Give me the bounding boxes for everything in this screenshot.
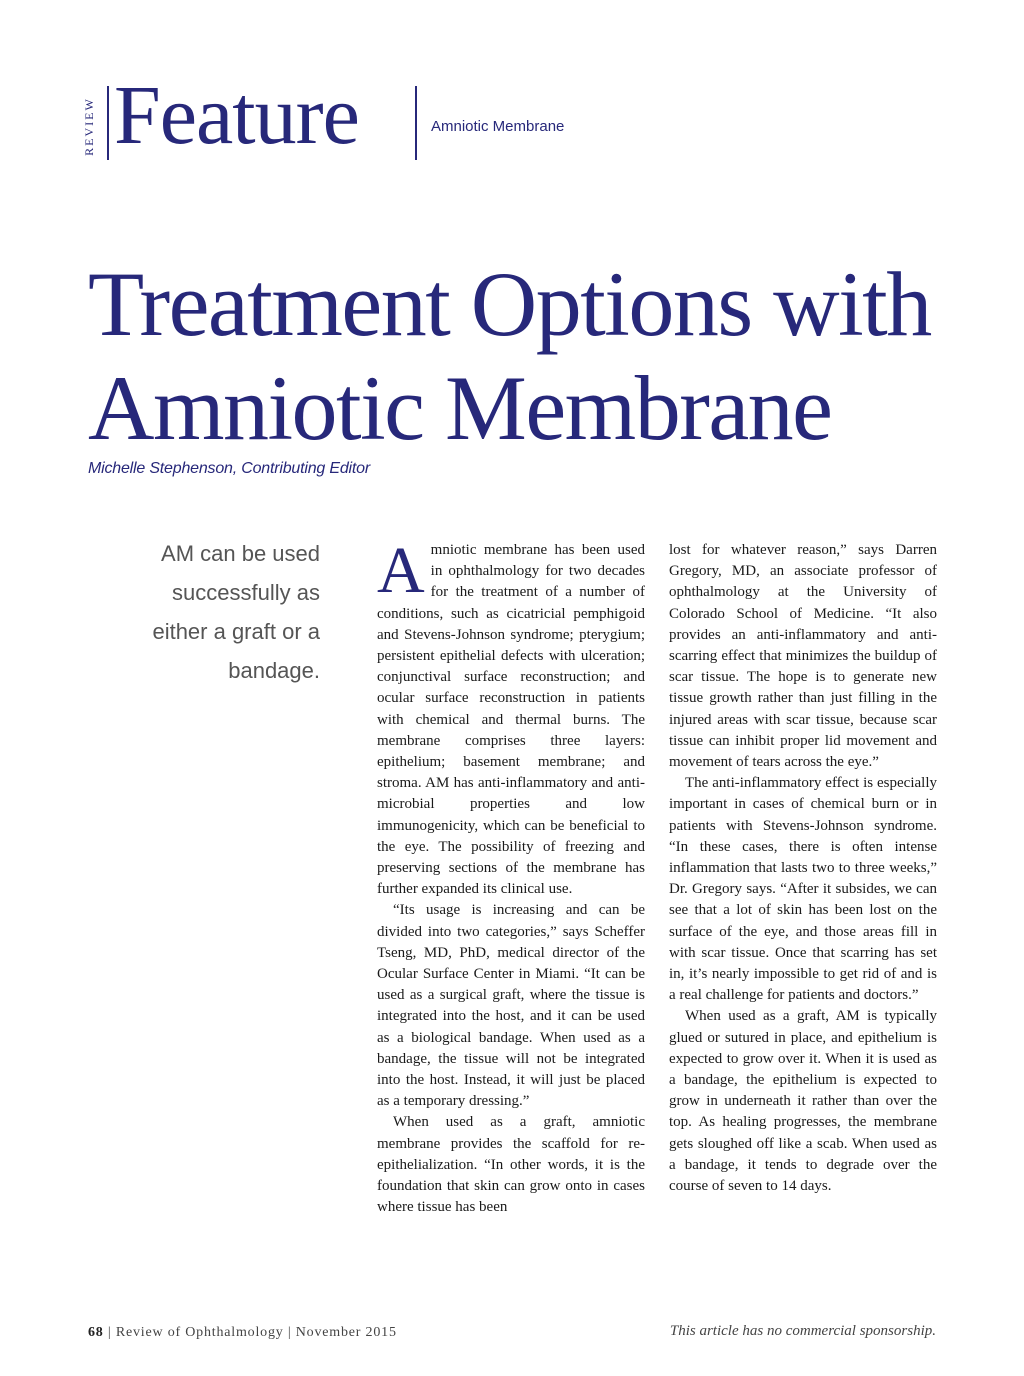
folio-separator: | [287, 1325, 296, 1340]
body-paragraph: lost for whatever reason,” says Darren Gregory, MD, an associate professor of ophthalmology at the University of Colorado School of Medicine. “It also provides an anti-inflammatory and anti-scarring effect that minimizes the buildup of scar tissue. The hope is to generate new tissue growth rather than just filling in the injured areas with scar tissue, because scar tissue can inhibit proper lid movement and movement of tears across the eye.” [669, 542, 937, 771]
journal-name: Review of Ophthalmology [115, 1325, 284, 1340]
body-paragraph: mniotic membrane has been used in ophthalmology for two decades for the treatment of a number of conditions, such as cicatricial pemphigoid and Stevens-Johnson syndrome; pterygium; persistent epithelial defects with ulceration; conjunctival surface reconstruction; and ocular surface reconstruction in patients with chemical and thermal burns. The membrane comprises three layers: epithelium; basement membrane; and stroma. AM has anti-inflammatory and anti-microbial properties and low immunogenicity, which can be beneficial to the eye. The possibility of freezing and preserving sections of the membrane has further expanded its clinical use. [377, 542, 645, 898]
folio-separator: | [107, 1325, 116, 1340]
body-paragraph: When used as a graft, amniotic membrane provides the scaffold for re-epithelialization. “In other words, it is the foundation that skin can grow onto in cases where tissue has been [377, 1114, 645, 1216]
header-divider-left [107, 86, 109, 160]
pull-quote: AM can be used successfully as either a graft or a bandage. [152, 541, 320, 683]
header-divider-right [415, 86, 417, 160]
body-paragraph: The anti-inflammatory effect is especially important in cases of chemical burn or in patients with Stevens-Johnson syndrome. “In these cases, there is often intense inflammation that lasts two to three weeks,” Dr. Gregory says. “After it subsides, we can see that a lot of skin has been lost on the surface of the eye, and those areas fill in with scar tissue. Once that scarring has set in, it’s nearly impossible to get rid of and is a real challenge for patients and doctors.” [669, 775, 937, 1004]
body-column-2 [669, 540, 937, 1197]
sponsorship-note: This article has no commercial sponsorship. [669, 1323, 936, 1339]
body-paragraph: When used as a graft, AM is typically glued or sutured in place, and epithelium is expected to grow over it. When it is used as a bandage, the epithelium is expected to grow in underneath it rather than over the top. As healing progresses, the membrane gets sloughed off like a scab. When used as a bandage, it tends to degrade over the course of seven to 14 days. [669, 1008, 937, 1195]
article-byline: Michelle Stephenson, Contributing Editor [88, 460, 370, 477]
feature-heading: Feature [114, 69, 359, 162]
body-paragraph: “Its usage is increasing and can be divided into two categories,” says Scheffer Tseng, MD, PhD, medical director of the Ocular Surface Center in Miami. “It can be used as a surgical graft, where the tissue is integrated into the host, and it can be used as a biological bandage. When used as a bandage, the tissue will not be integrated into the host. Instead, it will just be placed as a temporary dressing.” [377, 902, 645, 1110]
section-label: Amniotic Membrane [431, 118, 565, 135]
page-folio [88, 1325, 397, 1341]
page-number: 68 [88, 1325, 104, 1340]
article-title: Treatment Options with Amniotic Membrane [88, 253, 931, 459]
drop-cap: A [377, 534, 425, 607]
issue-date: November 2015 [295, 1325, 397, 1340]
review-vertical-label [76, 92, 102, 160]
body-column-1 [377, 534, 645, 1219]
review-label: REVIEW [81, 96, 96, 156]
